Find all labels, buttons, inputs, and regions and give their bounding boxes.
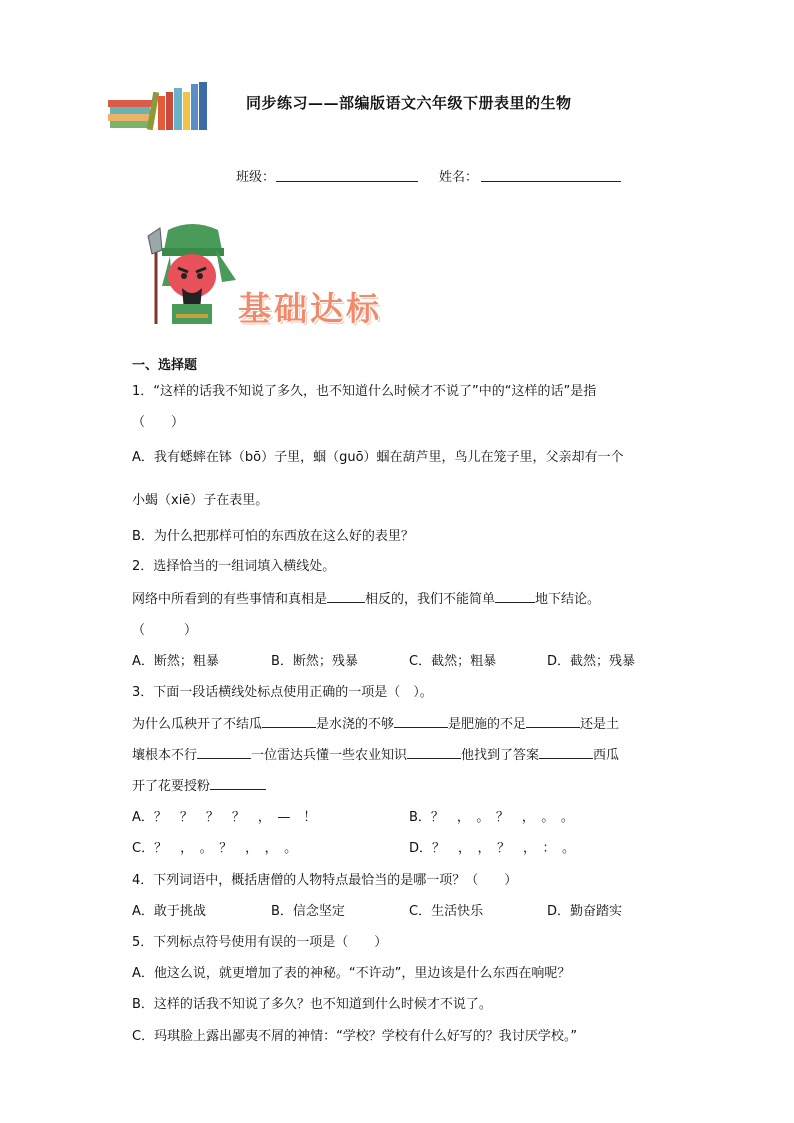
q1-stem: 1．“这样的话我不知说了多久，也不知道什么时候才不说了”中的“这样的话”是指 (132, 384, 597, 399)
q4-option-a[interactable]: A．敢于挑战 (132, 904, 206, 919)
q3-text: 西瓜 (593, 748, 620, 763)
q3-blank[interactable] (210, 777, 266, 790)
q3-passage-line2 (132, 744, 619, 763)
character-illustration (142, 220, 238, 326)
books-illustration (106, 80, 210, 132)
q3-option-c[interactable]: C．？ ， 。 ？ ， ， 。 (132, 841, 298, 856)
q2-option-b[interactable]: B．断然；残暴 (271, 654, 358, 669)
q2-option-a[interactable]: A．断然；粗暴 (132, 654, 219, 669)
q3-text: 为什么瓜秧开了不结瓜 (132, 717, 263, 732)
q3-blank[interactable] (262, 715, 316, 728)
q4-option-b[interactable]: B．信念坚定 (271, 904, 345, 919)
q2-blank-2[interactable] (495, 590, 535, 603)
q2-sentence-part-b: 相反的，我们不能简单 (365, 592, 496, 607)
q2-sentence (132, 588, 600, 607)
q2-sentence-part-a: 网络中所看到的有些事情和真相是 (132, 592, 328, 607)
q3-blank[interactable] (526, 715, 580, 728)
q3-blank[interactable] (197, 746, 251, 759)
q3-text: 还是土 (580, 717, 620, 732)
q5-stem: 5．下列标点符号使用有误的一项是（ ） (132, 935, 388, 950)
q3-text: 开了花要授粉 (132, 779, 211, 794)
q2-blank-1[interactable] (327, 590, 365, 603)
q2-paren: （ ） (132, 623, 198, 638)
name-label: 姓名： (439, 170, 479, 185)
q1-option-a-line1[interactable]: A．我有蟋蟀在钵（bō）子里，蝈（guō）蝈在葫芦里，鸟儿在笼子里，父亲却有一个 (132, 450, 624, 465)
q3-option-d[interactable]: D．？ ， ， ？ ， ： 。 (409, 841, 576, 856)
banner-title: 基础达标 (238, 289, 382, 328)
q3-stem: 3．下面一段话横线处标点使用正确的一项是（ ）。 (132, 685, 433, 700)
class-field-line[interactable] (276, 181, 418, 182)
q3-text: 他找到了答案 (461, 748, 540, 763)
name-field-line[interactable] (481, 181, 621, 182)
q3-option-a[interactable]: A．？ ？ ？ ？ ， — ！ (132, 810, 317, 825)
q5-option-b[interactable]: B．这样的话我不知说了多久？也不知道到什么时候才不说了。 (132, 997, 492, 1012)
q3-blank[interactable] (394, 715, 448, 728)
section-title: 一、选择题 (132, 358, 198, 373)
q3-blank[interactable] (407, 746, 461, 759)
q4-option-c[interactable]: C．生活快乐 (409, 904, 484, 919)
q1-option-b[interactable]: B．为什么把那样可怕的东西放在这么好的表里？ (132, 529, 414, 544)
q1-option-a-line2[interactable]: 小蝎（xiē）子在表里。 (132, 493, 269, 508)
q3-text: 是水浇的不够 (316, 717, 395, 732)
q5-option-c[interactable]: C．玛琪脸上露出鄙夷不屑的神情：“学校？学校有什么好写的？我讨厌学校。” (132, 1029, 578, 1044)
q3-passage-line3 (132, 775, 266, 794)
q3-text: 是肥施的不足 (448, 717, 527, 732)
class-label: 班级： (236, 170, 276, 185)
q3-text: 壤根本不行 (132, 748, 198, 763)
q2-stem: 2．选择恰当的一组词填入横线处。 (132, 559, 336, 574)
q2-sentence-part-c: 地下结论。 (535, 592, 601, 607)
q1-paren: （ ） (132, 415, 185, 430)
q4-option-d[interactable]: D．勤奋踏实 (547, 904, 623, 919)
q2-option-c[interactable]: C．截然；粗暴 (409, 654, 497, 669)
q4-stem: 4．下列词语中，概括唐僧的人物特点最恰当的是哪一项？（ ） (132, 873, 518, 888)
q3-passage-line1 (132, 713, 619, 732)
q3-blank[interactable] (539, 746, 593, 759)
page-title: 同步练习——部编版语文六年级下册表里的生物 (246, 94, 572, 112)
q5-option-a[interactable]: A．他这么说，就更增加了表的神秘。“不许动”，里边该是什么东西在响呢？ (132, 966, 571, 981)
q2-option-d[interactable]: D．截然；残暴 (547, 654, 636, 669)
q3-text: 一位雷达兵懂一些农业知识 (251, 748, 408, 763)
q3-option-b[interactable]: B．？ ， 。 ？ ， 。 。 (409, 810, 574, 825)
